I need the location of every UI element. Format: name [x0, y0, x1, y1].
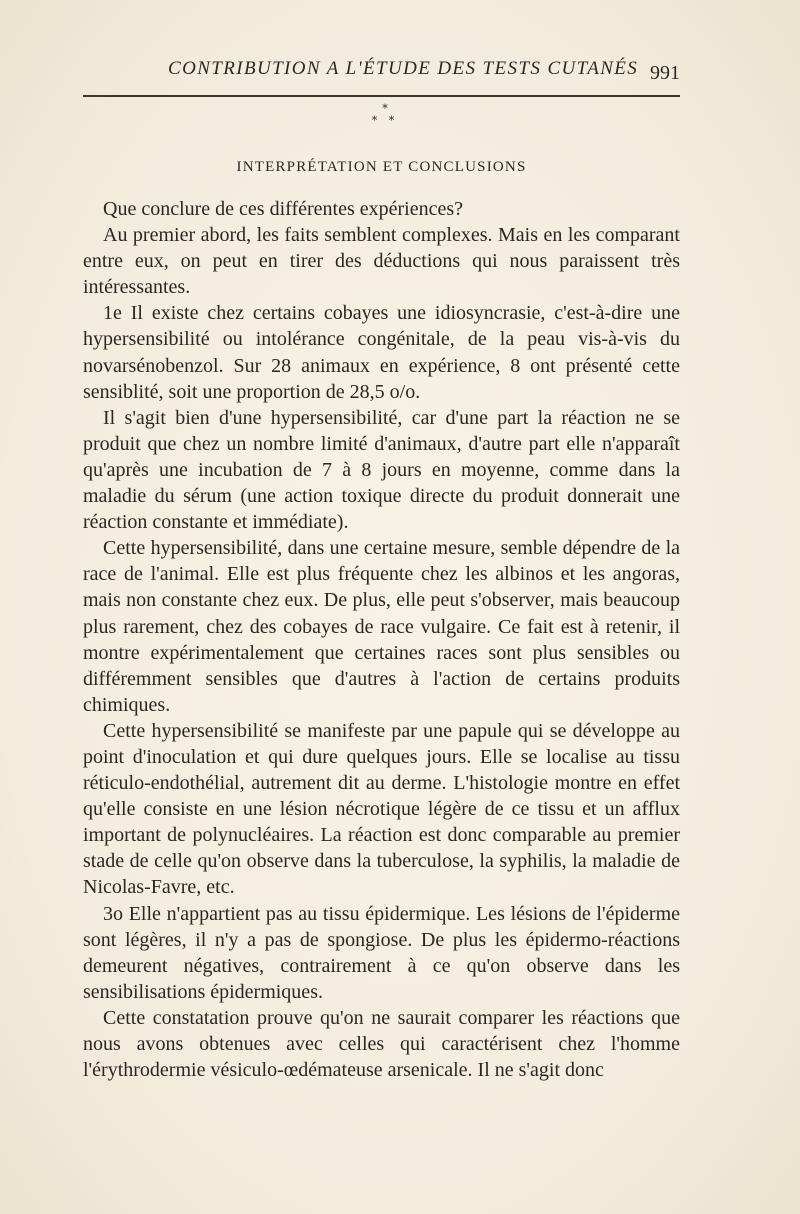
paragraph: Cette constatation prouve qu'on ne saurait comparer les réactions que nous avons obtenues avec celles qui caractérisent chez l'homme l'érythrodermie vésiculo-œdémateuse arsenicale. Il ne s'agit donc [83, 1006, 680, 1082]
paragraph: Au premier abord, les faits semblent complexes. Mais en les comparant entre eux, on peut en tirer des déductions qui nous paraissent très intéressantes. [83, 224, 680, 299]
section-heading: INTERPRÉTATION ET CONCLUSIONS [236, 159, 527, 175]
asterism-ornament [360, 103, 410, 137]
paragraph: 1e Il existe chez certains cobayes une idiosyncrasie, c'est-à-dire une hypersensibilité ou intolérance congénitale, de la peau vis-à-vis du novarsénobenzol. Sur 28 animaux en expérience, 8 ont présenté cette sensiblité, soit une proportion de 28,5 o/o. [83, 302, 680, 403]
header-rule [83, 95, 680, 97]
running-title: CONTRIBUTION A L'ÉTUDE DES TESTS CUTANÉS [168, 58, 639, 79]
paragraph: Que conclure de ces différentes expériences? [103, 198, 463, 220]
paragraph: Cette hypersensibilité, dans une certaine mesure, semble dépendre de la race de l'animal. Elle est plus fréquente chez les albinos et les angoras, mais non constante chez eux. De plus, elle peut s'observer, mais beaucoup plus rarement, chez des cobayes de race vulgaire. Ce fait est à retenir, il montre expérimentalement que certaines races sont plus sensibles ou différemment sensibles que d'autres à l'action de certains produits chimiques. [83, 537, 680, 716]
paragraph: Il s'agit bien d'une hypersensibilité, car d'une part la réaction ne se produit que chez un nombre limité d'animaux, d'autre part elle n'apparaît qu'après une incubation de 7 à 8 jours en moyenne, comme dans la maladie du sérum (une action toxique directe du produit donnerait une réaction constante et immédiate). [83, 406, 680, 534]
paragraph: 3o Elle n'appartient pas au tissu épidermique. Les lésions de l'épiderme sont légères, il n'y a pas de spongiose. De plus les épidermo-réactions demeurent négatives, contrairement à ce qu'on observe dans les sensibilisations épidermiques. [83, 902, 680, 1003]
paragraph: Cette hypersensibilité se manifeste par une papule qui se développe au point d'inoculation et qui dure quelques jours. Elle se localise au tissu réticulo-endothélial, autrement dit au derme. L'histologie montre en effet qu'elle consiste en une lésion nécrotique légère de ce tissu et un afflux important de polynucléaires. La réaction est donc comparable au premier stade de celle qu'on observe dans la tuberculose, la syphilis, la maladie de Nicolas-Favre, etc. [83, 719, 680, 899]
page-header [83, 58, 680, 92]
asterism-top: * [382, 102, 388, 115]
asterism-bottom: * * [371, 114, 399, 127]
page-number: 991 [650, 62, 680, 84]
body-text [83, 196, 680, 1083]
